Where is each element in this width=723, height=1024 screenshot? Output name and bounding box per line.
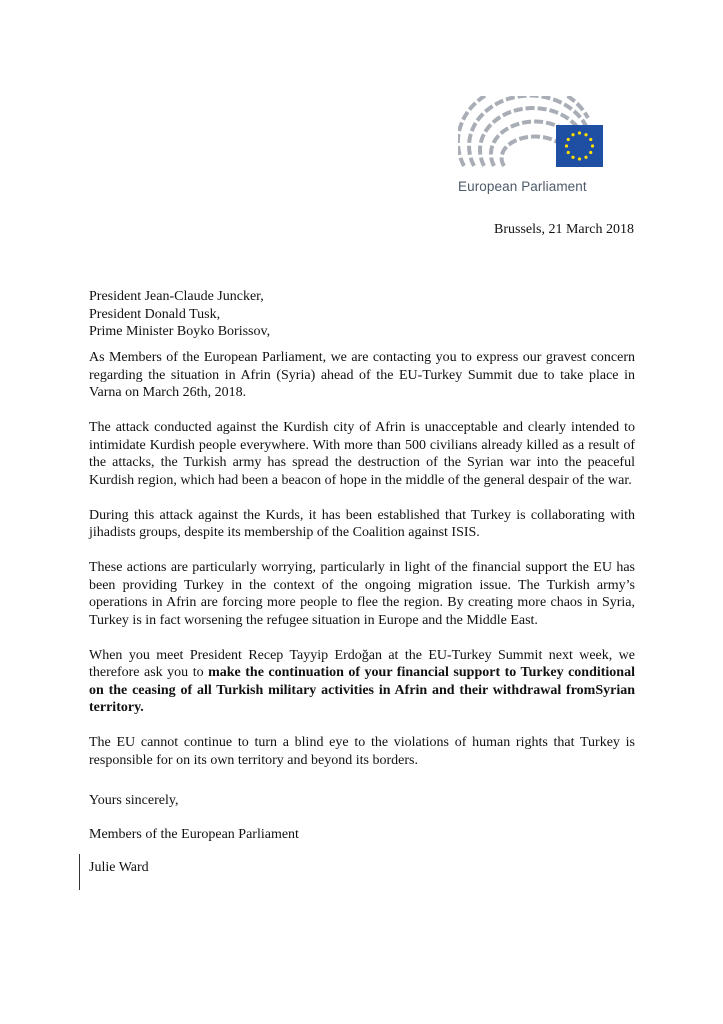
eu-flag	[556, 125, 603, 167]
signatory-group: Members of the European Parliament	[89, 826, 299, 842]
paragraph: These actions are particularly worrying, particularly in light of the financial support the EU has been providing Turkey in the context of the ongoing migration issue. The Turkish army’s operations in Afrin are forcing more people to flee the region. By creating more chaos in Syria, Turkey is in fact worsening the refugee situation in Europe and the Middle East.	[89, 560, 635, 628]
paragraph: As Members of the European Parliament, we are contacting you to express our gravest concern regarding the situation in Afrin (Syria) ahead of the EU-Turkey Summit due to take place in Varna on March 26th, 2018.	[89, 350, 635, 400]
flag-star	[589, 138, 592, 141]
addressee-block	[89, 288, 270, 341]
flag-star	[565, 144, 568, 147]
addressee-line: President Donald Tusk,	[89, 306, 221, 322]
flag-star	[571, 156, 574, 159]
closing-block	[89, 792, 299, 893]
letter-body	[89, 349, 635, 787]
signer-name: Julie Ward	[89, 860, 149, 875]
paragraph: The attack conducted against the Kurdish city of Afrin is unacceptable and clearly intended to intimidate Kurdish people everywhere. With more than 500 civilians already killed as a result of the attacks, the Turkish army has spread the destruction of the Syrian war into the peaceful Kurdish region, which had been a beacon of hope in the middle of the general despair of the war.	[89, 420, 635, 488]
paragraph: During this attack against the Kurds, it has been established that Turkey is collaborating with jihadists groups, despite its membership of the Coalition against ISIS.	[89, 507, 635, 540]
flag-star	[584, 156, 587, 159]
european-parliament-logo	[458, 96, 608, 194]
addressee-line: President Jean-Claude Juncker,	[89, 289, 264, 304]
flag-star	[567, 138, 570, 141]
request-lead: When you meet President Recep Tayyip Erdoğan at the EU-Turkey Summit next week, we therefore ask you to	[89, 647, 635, 680]
flag-star	[589, 151, 592, 154]
request-emphasis: make the continuation of your financial support to Turkey conditional on the ceasing of all Turkish military activities in Afrin and their withdrawal fromSyrian territory.	[89, 665, 635, 715]
addressee-line: Prime Minister Boyko Borissov,	[89, 324, 271, 339]
signature-margin-line	[79, 854, 80, 890]
salutation: Yours sincerely,	[89, 793, 179, 808]
dateline: Brussels, 21 March 2018	[494, 222, 634, 237]
flag-star	[584, 133, 587, 136]
hemicycle-flag-icon	[458, 96, 606, 176]
flag-star	[567, 151, 570, 154]
flag-star	[571, 133, 574, 136]
paragraph-request	[89, 647, 635, 717]
flag-star	[591, 144, 594, 147]
flag-star	[578, 157, 581, 160]
paragraph: The EU cannot continue to turn a blind eye to the violations of human rights that Turkey is responsible for on its own territory and beyond its borders.	[89, 735, 635, 768]
org-name: European Parliament	[458, 179, 587, 194]
flag-star	[578, 131, 581, 134]
